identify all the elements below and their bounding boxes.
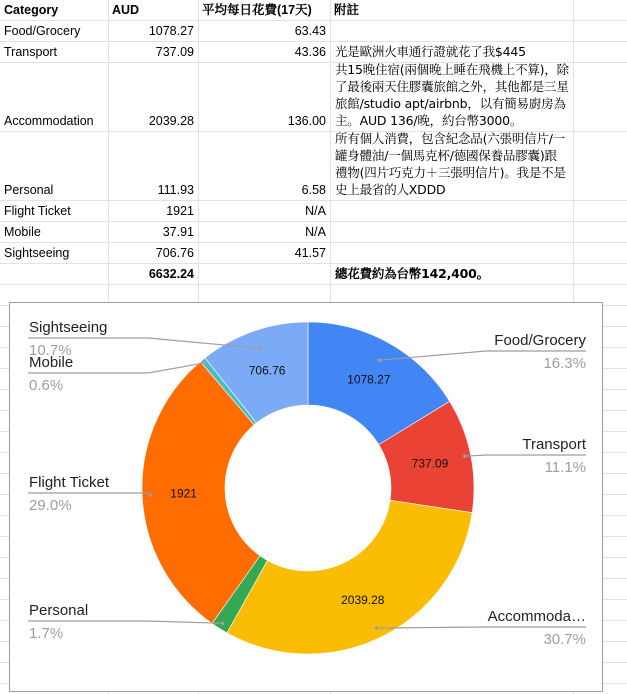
callout-percentage-label: 11.1% [544, 459, 586, 476]
slice-value-label: 706.76 [248, 363, 286, 378]
slice-value-label: 737.09 [411, 456, 449, 471]
callout-leader-line [377, 627, 586, 628]
cell-aud[interactable]: 111.93 [157, 183, 194, 197]
callout-anchor-dot [378, 358, 382, 362]
cell-aud[interactable]: 706.76 [155, 246, 194, 260]
cell-daily-average[interactable]: 43.36 [294, 45, 326, 59]
callout-category-label: Personal [29, 602, 89, 619]
callout-category-label: Mobile [29, 354, 74, 371]
cell-note[interactable] [330, 242, 573, 263]
cell-note[interactable]: 所有個人消費，包含紀念品(六張明信片/一罐身體油/一個馬克杯/德國保養品膠囊)跟禮物(四片巧克力＋三張明信片)。我是不是史上最省的人XDDD [335, 131, 566, 197]
cell-category[interactable]: Flight Ticket [4, 204, 71, 218]
slice-value-label: 1921 [170, 486, 197, 501]
callout-percentage-label: 1.7% [29, 625, 64, 642]
donut-chart[interactable] [9, 302, 603, 692]
cell-category[interactable]: Food/Grocery [4, 24, 81, 38]
callout-category-label: Flight Ticket [29, 474, 110, 491]
slice-value-label: 2039.28 [341, 592, 385, 607]
slice-value-label: 1078.27 [347, 372, 391, 387]
callout-category-label: Transport [522, 436, 586, 453]
cell-note[interactable]: 光是歐洲火車通行證就花了我$445 [335, 44, 526, 59]
cell-daily-average[interactable]: N/A [305, 204, 326, 218]
callout-category-label: Sightseeing [29, 319, 108, 336]
cell-total-label[interactable] [0, 263, 108, 284]
cell-aud[interactable]: 2039.28 [148, 114, 194, 128]
cell-category[interactable]: Accommodation [4, 114, 94, 128]
callout-anchor-dot [203, 361, 207, 365]
cell-total-aud[interactable]: 6632.24 [148, 267, 194, 281]
callout-percentage-label: 29.0% [29, 497, 72, 514]
callout-category-label: Accommoda… [487, 608, 586, 625]
cell-category[interactable]: Personal [4, 183, 54, 197]
cell-category[interactable]: Sightseeing [4, 246, 70, 260]
callout-percentage-label: 16.3% [543, 355, 586, 372]
cell-aud[interactable]: 1921 [166, 204, 194, 218]
cell-category[interactable]: Transport [4, 45, 58, 59]
cell-daily-average[interactable]: 63.43 [294, 24, 326, 38]
cell-daily-average[interactable]: 6.58 [301, 183, 326, 197]
row-gridline [0, 284, 627, 285]
header-daily-average[interactable]: 平均每日花費(17天) [202, 3, 312, 17]
callout-category-label: Food/Grocery [494, 332, 586, 349]
cell-category[interactable]: Mobile [4, 225, 41, 239]
cell-aud[interactable]: 1078.27 [148, 24, 194, 38]
cell-total-note[interactable]: 總花費約為台幣142,400。 [335, 266, 489, 281]
header-category[interactable]: Category [4, 3, 59, 17]
cell-aud[interactable]: 737.09 [155, 45, 194, 59]
cell-note[interactable] [330, 221, 573, 242]
cell-aud[interactable]: 37.91 [162, 225, 194, 239]
callout-percentage-label: 10.7% [29, 342, 72, 359]
cell-note[interactable] [330, 200, 573, 221]
callout-anchor-dot [258, 346, 262, 350]
callout-anchor-dot [221, 621, 225, 625]
cell-daily-average[interactable]: 41.57 [294, 246, 326, 260]
cell-daily-average[interactable]: 136.00 [287, 114, 326, 128]
callout-anchor-dot [463, 454, 467, 458]
donut-chart-svg [10, 303, 604, 693]
cell-daily-average[interactable]: N/A [305, 225, 326, 239]
callout-leader-line [465, 455, 586, 456]
callout-leader-line [28, 493, 150, 495]
cell-note[interactable] [330, 20, 573, 41]
cell-note[interactable]: 共15晚住宿(兩個晚上睡在飛機上不算)，除了最後兩天住膠囊旅館之外，其他都是三星旅館/studio apt/airbnb，以有簡易廚房為主。AUD 136/晚，約台幣3000。 [335, 62, 569, 128]
header-notes[interactable]: 附註 [334, 3, 360, 17]
callout-anchor-dot [148, 493, 152, 497]
donut-slice-accommodation[interactable] [227, 500, 472, 654]
header-aud[interactable]: AUD [112, 3, 140, 17]
callout-anchor-dot [375, 626, 379, 630]
callout-percentage-label: 0.6% [29, 377, 64, 394]
callout-leader-line [28, 621, 223, 623]
callout-percentage-label: 30.7% [543, 631, 586, 648]
